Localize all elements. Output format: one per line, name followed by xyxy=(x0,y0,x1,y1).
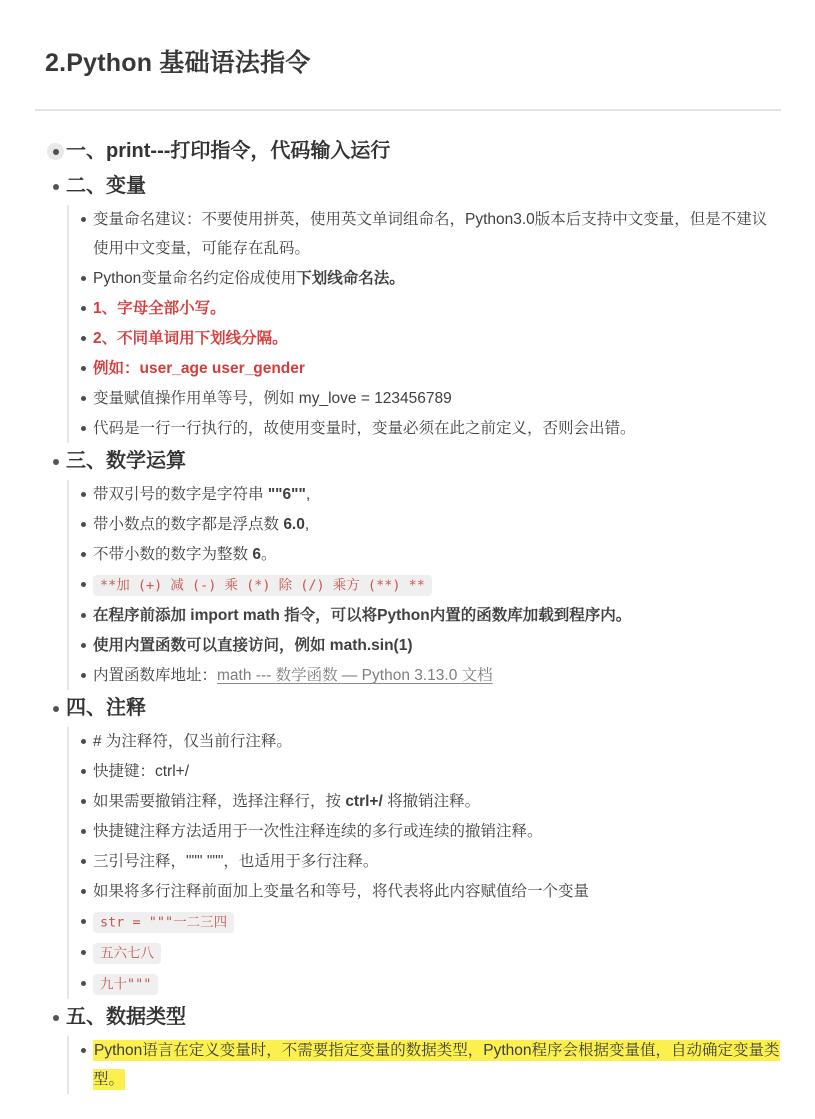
text-run: 6.0 xyxy=(283,516,305,533)
section xyxy=(45,692,781,999)
list-item-text xyxy=(93,817,781,846)
text-run: 下划线命名法。 xyxy=(296,270,405,287)
section xyxy=(45,1001,781,1094)
section-heading xyxy=(45,445,781,478)
list-item xyxy=(73,727,781,756)
list-item xyxy=(73,969,781,999)
list-item xyxy=(73,938,781,968)
sub-list xyxy=(67,727,781,999)
list-item-text xyxy=(93,1036,781,1094)
bullet-icon xyxy=(73,969,93,998)
list-item xyxy=(73,510,781,539)
list-item xyxy=(73,787,781,816)
list-item xyxy=(73,877,781,906)
list-item-text xyxy=(93,757,781,786)
bullet-icon xyxy=(45,1001,66,1034)
bullet-icon xyxy=(73,757,93,786)
list-item-text xyxy=(93,205,781,263)
sub-list xyxy=(67,480,781,690)
list-item xyxy=(73,324,781,353)
list-item xyxy=(73,264,781,293)
list-item xyxy=(73,354,781,383)
text-run: 不带小数的数字为整数 xyxy=(93,546,253,563)
text-run: 快捷键：ctrl+/ xyxy=(93,763,190,780)
list-item xyxy=(73,847,781,876)
text-run: 带双引号的数字是字符串 xyxy=(93,486,268,503)
list-item-text xyxy=(93,601,781,630)
bullet-icon xyxy=(73,847,93,876)
list-item xyxy=(73,414,781,443)
bullet-icon xyxy=(73,480,93,509)
bullet-icon xyxy=(73,294,93,323)
text-run: 例如：user_age user_gender xyxy=(93,360,305,377)
list-item-text xyxy=(93,480,781,509)
text-run: 1、字母全部小写。 xyxy=(93,300,226,317)
section-heading xyxy=(45,170,781,203)
text-run: 快捷键注释方法适用于一次性注释连续的多行或连续的撤销注释。 xyxy=(93,823,543,840)
list-item xyxy=(73,601,781,630)
text-run: 变量命名建议：不要使用拼英，使用英文单词组命名，Python3.0版本后支持中文变量，但是不建议使用中文变量，可能存在乱码。 xyxy=(93,211,768,257)
section-heading xyxy=(45,135,781,168)
list-item-text xyxy=(93,877,781,906)
text-run: Python语言在定义变量时，不需要指定变量的数据类型，Python程序会根据变量值，自动确定变量类型。 xyxy=(93,1042,780,1088)
text-run: 代码是一行一行执行的，故使用变量时，变量必须在此之前定义，否则会出错。 xyxy=(93,420,636,437)
list-item xyxy=(73,480,781,509)
text-run: 使用内置函数可以直接访问，例如 math.sin(1) xyxy=(93,637,413,654)
list-item xyxy=(73,661,781,690)
bullet-icon xyxy=(73,877,93,906)
text-run: 6 xyxy=(252,546,261,563)
list-item-text xyxy=(93,414,781,443)
list-item xyxy=(73,384,781,413)
bullet-icon xyxy=(73,661,93,690)
section-heading-text: 四、注释 xyxy=(66,697,146,719)
list-item xyxy=(73,1036,781,1094)
text-run: 内置函数库地址： xyxy=(93,667,218,684)
text-run: ""6"" xyxy=(267,486,306,503)
list-item xyxy=(73,294,781,323)
section xyxy=(45,445,781,690)
inline-code: **加 (+) 减 (-) 乘 (*) 除 (/) 乘方 (**) ** xyxy=(93,575,432,596)
section-heading-text: 三、数学运算 xyxy=(66,450,186,472)
text-run: , xyxy=(305,486,311,503)
bullet-icon xyxy=(73,631,93,660)
list-item xyxy=(73,757,781,786)
collapse-toggle-icon[interactable] xyxy=(47,143,64,160)
bullet-icon xyxy=(45,445,66,478)
bullet-icon xyxy=(73,727,93,756)
section-heading-text: 二、变量 xyxy=(66,175,146,197)
bullet-icon xyxy=(73,540,93,569)
list-item-text xyxy=(93,727,781,756)
list-item-text xyxy=(93,631,781,660)
list-item-text xyxy=(93,324,781,353)
text-run: ctrl+/ xyxy=(345,793,383,810)
section-heading-text: 一、print---打印指令，代码输入运行 xyxy=(66,140,391,162)
bullet-icon xyxy=(73,787,93,816)
sub-list xyxy=(67,205,781,443)
inline-code: str = """一二三四 xyxy=(93,912,234,933)
list-item xyxy=(73,817,781,846)
list-item-text xyxy=(93,510,781,539)
bullet-icon xyxy=(73,907,93,936)
list-item xyxy=(73,540,781,569)
text-run: 将撤销注释。 xyxy=(382,793,481,810)
text-run: Python变量命名约定俗成使用 xyxy=(93,270,297,287)
list-item xyxy=(73,570,781,600)
text-run: 三引号注释，""" """，也适用于多行注释。 xyxy=(93,853,379,870)
text-run: 变量赋值操作用单等号，例如 my_love = 123456789 xyxy=(93,390,452,407)
text-run: # 为注释符，仅当前行注释。 xyxy=(93,733,292,750)
bullet-icon xyxy=(73,510,93,539)
list-item-text xyxy=(93,938,781,968)
text-run: , xyxy=(304,516,310,533)
section-heading xyxy=(45,692,781,725)
bullet-icon xyxy=(73,1036,93,1065)
bullet-icon xyxy=(73,205,93,234)
list-item xyxy=(73,205,781,263)
text-run: 带小数点的数字都是浮点数 xyxy=(93,516,284,533)
list-item-text xyxy=(93,661,781,690)
bullet-icon xyxy=(73,384,93,413)
inline-code: 九十""" xyxy=(93,974,158,995)
bullet-icon xyxy=(73,414,93,443)
bullet-icon xyxy=(45,170,66,203)
list-item-text xyxy=(93,384,781,413)
list-item-text xyxy=(93,264,781,293)
list-item xyxy=(73,631,781,660)
bullet-icon xyxy=(73,570,93,599)
section xyxy=(45,135,781,168)
section-heading xyxy=(45,1001,781,1034)
list-item-text xyxy=(93,294,781,323)
section xyxy=(45,170,781,443)
list-item-text xyxy=(93,847,781,876)
text-run: 2、不同单词用下划线分隔。 xyxy=(93,330,288,347)
bullet-icon xyxy=(73,324,93,353)
section-heading-text: 五、数据类型 xyxy=(66,1006,186,1028)
list-item-text xyxy=(93,969,781,999)
bullet-icon xyxy=(73,817,93,846)
bullet-icon xyxy=(73,601,93,630)
bullet-icon xyxy=(45,692,66,725)
bullet-icon xyxy=(73,938,93,967)
list-item-text xyxy=(93,787,781,816)
list-item-text xyxy=(93,907,781,937)
inline-code: 五六七八 xyxy=(93,943,161,964)
text-run: 如果将多行注释前面加上变量名和等号，将代表将此内容赋值给一个变量 xyxy=(93,883,590,900)
sub-list xyxy=(67,1036,781,1094)
text-run: 。 xyxy=(260,546,277,563)
external-link[interactable]: math --- 数学函数 — Python 3.13.0 文档 xyxy=(217,667,493,684)
list-item-text xyxy=(93,354,781,383)
title-divider xyxy=(35,109,781,111)
bullet-icon xyxy=(73,264,93,293)
list-item xyxy=(73,907,781,937)
page-title: 2.Python 基础语法指令 xyxy=(45,49,311,77)
list-item-text xyxy=(93,570,781,600)
bullet-icon xyxy=(73,354,93,383)
outline-list xyxy=(45,135,781,1094)
list-item-text xyxy=(93,540,781,569)
text-run: 在程序前添加 import math 指令，可以将Python内置的函数库加载到程序内。 xyxy=(93,607,632,624)
text-run: 如果需要撤销注释，选择注释行，按 xyxy=(93,793,346,810)
